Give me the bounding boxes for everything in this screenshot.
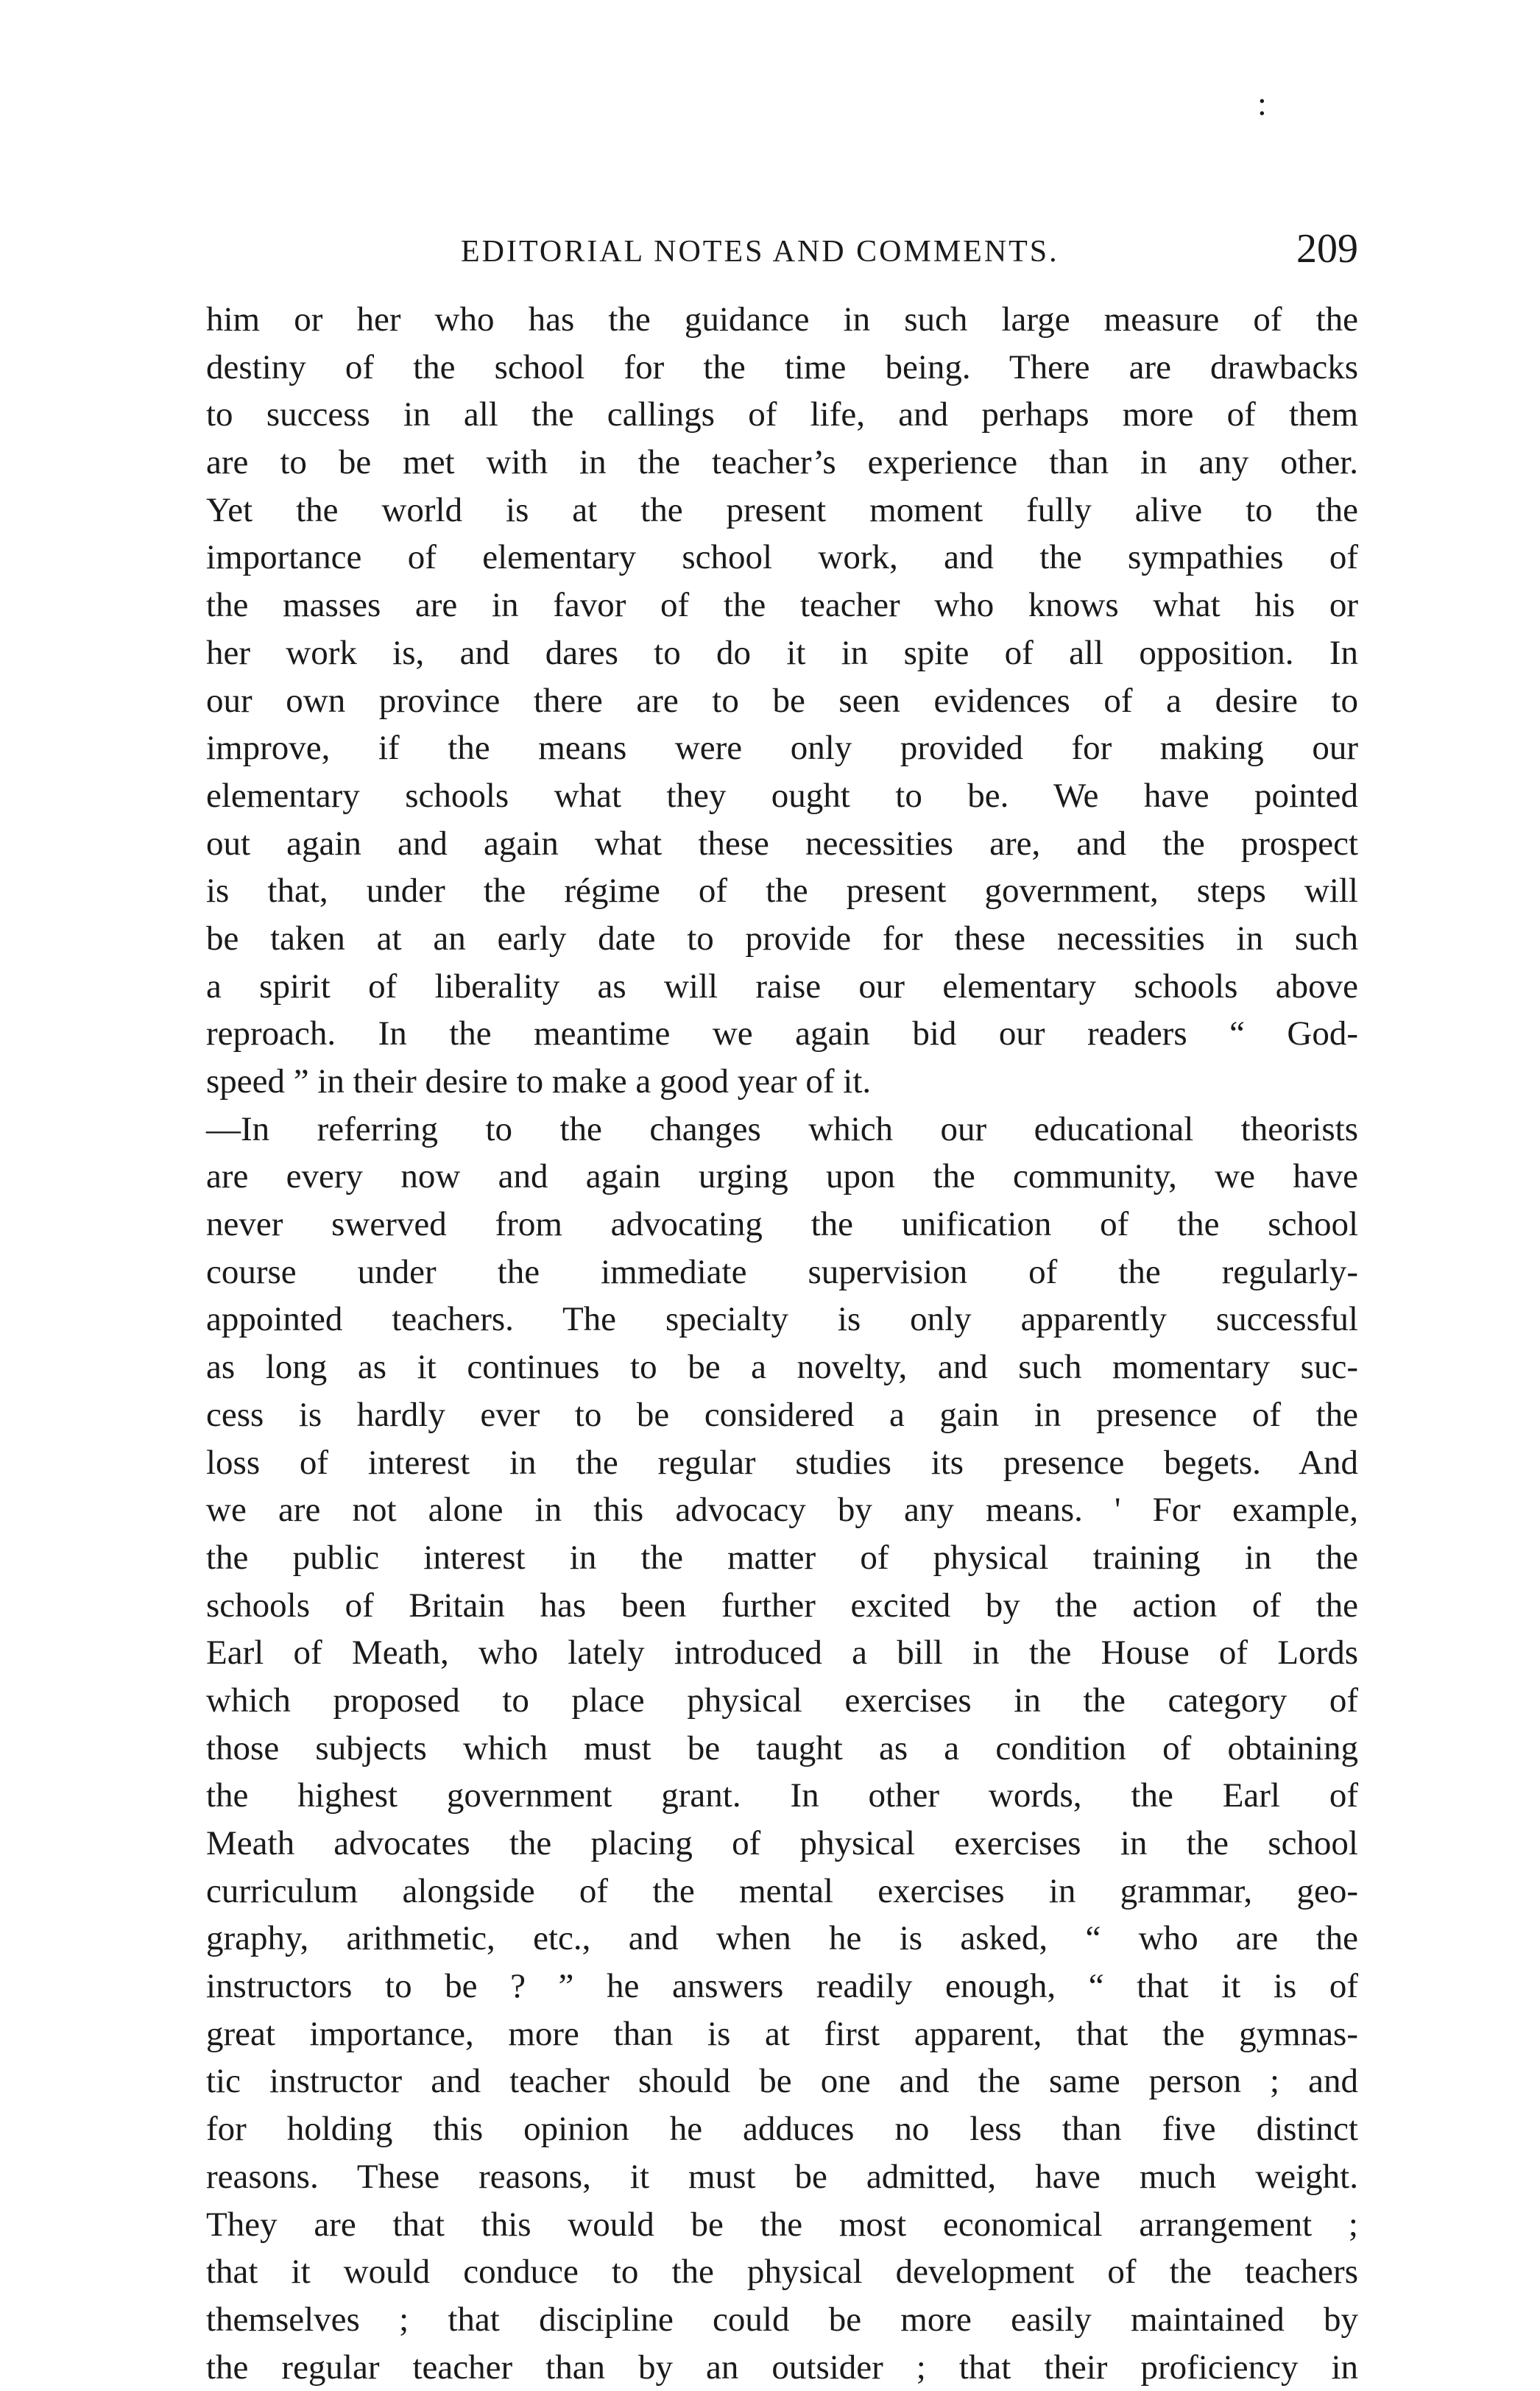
text-line: out again and again what these necessities are, and the prospect [206, 824, 1358, 863]
text-line: curriculum alongside of the mental exercises in grammar, geo- [206, 1871, 1358, 1910]
text-line: themselves ; that discipline could be more easily maintained by [206, 2300, 1358, 2339]
text-line: the public interest in the matter of physical training in the [206, 1538, 1358, 1577]
text-line: are every now and again urging upon the community, we have [206, 1157, 1358, 1196]
paragraph-start-line: —In referring to the changes which our educational theorists [206, 1109, 1358, 1148]
text-line: cess is hardly ever to be considered a gain in presence of the [206, 1395, 1358, 1434]
text-line: that it would conduce to the physical development of the teachers [206, 2253, 1358, 2292]
text-line: the highest government grant. In other words, the Earl of [206, 1776, 1358, 1815]
text-line: tic instructor and teacher should be one and the same person ; and [206, 2062, 1358, 2101]
text-line: appointed teachers. The specialty is only apparently successful [206, 1300, 1358, 1339]
running-title: EDITORIAL NOTES AND COMMENTS. [461, 235, 1059, 269]
text-line: reproach. In the meantime we again bid our readers “ God- [206, 1014, 1358, 1053]
text-line: her work is, and dares to do it in spite of all opposition. In [206, 633, 1358, 672]
paragraph-end-line: speed ” in their desire to make a good year of it. [206, 1062, 872, 1101]
text-line: those subjects which must be taught as a condition of obtaining [206, 1728, 1358, 1767]
body-text [206, 296, 1358, 2391]
text-line: are to be met with in the teacher’s experience than in any other. [206, 443, 1358, 482]
text-line: as long as it continues to be a novelty, and such momentary suc- [206, 1348, 1358, 1387]
stray-mark: : [1257, 85, 1267, 122]
page-number: 209 [1296, 226, 1358, 272]
text-line: They are that this would be the most economical arrangement ; [206, 2205, 1358, 2244]
text-line: Meath advocates the placing of physical exercises in the school [206, 1824, 1358, 1862]
text-line: course under the immediate supervision of the regularly- [206, 1252, 1358, 1291]
page-header [206, 225, 1358, 277]
text-line: Yet the world is at the present moment fully alive to the [206, 490, 1358, 529]
text-line: be taken at an early date to provide for these necessities in such [206, 919, 1358, 958]
text-line: Earl of Meath, who lately introduced a bill in the House of Lords [206, 1634, 1358, 1673]
text-line: loss of interest in the regular studies its presence begets. And [206, 1443, 1358, 1482]
text-line: reasons. These reasons, it must be admitted, have much weight. [206, 2157, 1358, 2196]
text-line: graphy, arithmetic, etc., and when he is asked, “ who are the [206, 1919, 1358, 1958]
text-line: our own province there are to be seen evidences of a desire to [206, 681, 1358, 720]
text-line: for holding this opinion he adduces no less than five distinct [206, 2110, 1358, 2149]
text-line: we are not alone in this advocacy by any means. ' For example, [206, 1491, 1358, 1530]
text-line: which proposed to place physical exercises in the category of [206, 1681, 1358, 1720]
text-line: him or her who has the guidance in such large measure of the [206, 300, 1358, 339]
text-line: instructors to be ? ” he answers readily enough, “ that it is of [206, 1967, 1358, 2006]
text-line: the regular teacher than by an outsider ; that their proficiency in [206, 2348, 1358, 2387]
text-line: importance of elementary school work, and the sympathies of [206, 538, 1358, 577]
text-line: elementary schools what they ought to be. We have pointed [206, 776, 1358, 815]
text-line: great importance, more than is at first apparent, that the gymnas- [206, 2014, 1358, 2053]
text-line: to success in all the callings of life, and perhaps more of them [206, 395, 1358, 434]
text-line: destiny of the school for the time being. There are drawbacks [206, 347, 1358, 386]
text-line: schools of Britain has been further excited by the action of the [206, 1586, 1358, 1625]
text-line: a spirit of liberality as will raise our elementary schools above [206, 967, 1358, 1006]
text-line: the masses are in favor of the teacher who knows what his or [206, 586, 1358, 625]
text-line: never swerved from advocating the unification of the school [206, 1205, 1358, 1244]
text-line: improve, if the means were only provided for making our [206, 729, 1358, 768]
text-line: is that, under the régime of the present government, steps will [206, 872, 1358, 911]
